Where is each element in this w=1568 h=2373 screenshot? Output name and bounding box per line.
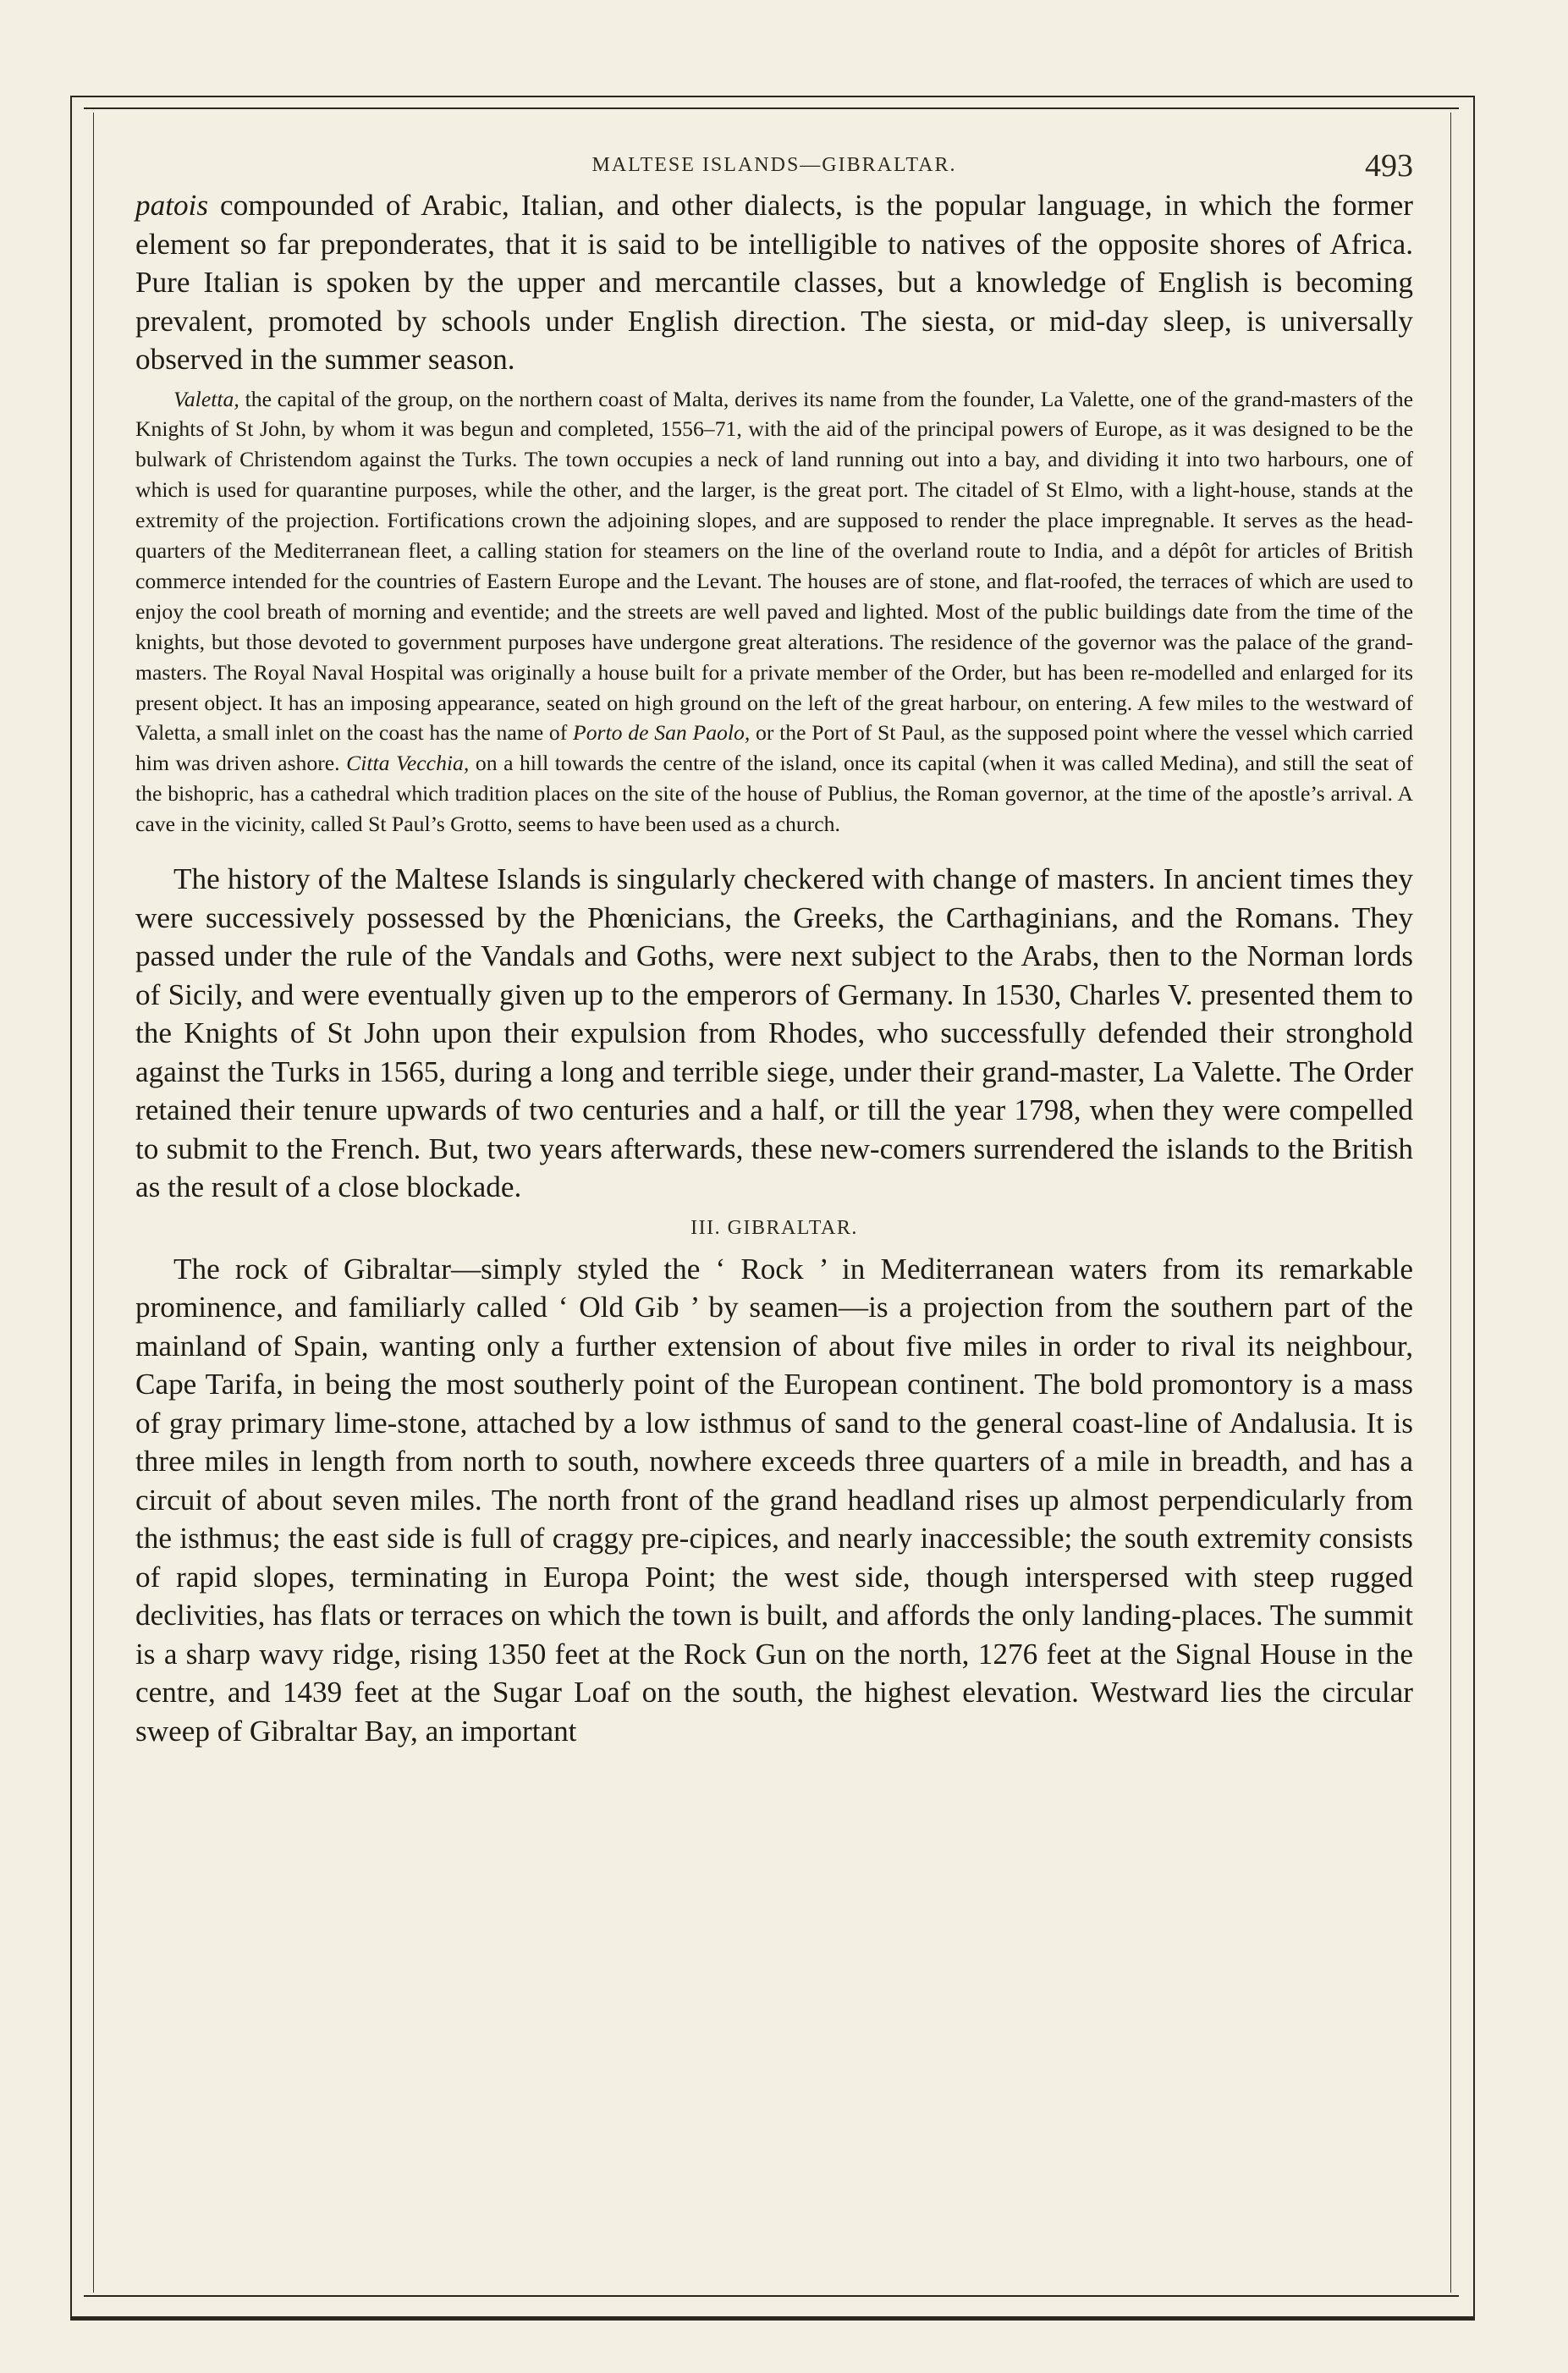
page-number: 493 — [1365, 148, 1413, 184]
running-title: MALTESE ISLANDS—GIBRALTAR. — [591, 154, 957, 176]
bottom-outer-rule — [70, 2316, 1475, 2319]
running-head — [135, 146, 1413, 186]
paragraph-language-text: compounded of Arabic, Italian, and other dialects, is the popular language, in which the former element so far preponderates, that it is said to be intelligible to natives of the opposite shores of Africa. Pure Italian is spoken by the upper and mercantile classes, but a knowledge of English is becoming prevalent, promoted by schools under English direction. The siesta, or mid-day sleep, is universally observed in the summer season. — [135, 189, 1413, 376]
paragraph-gibraltar: The rock of Gibraltar—simply styled the ‘ Rock ’ in Mediterranean waters from its remarkable prominence, and familiarly called ‘ Old Gib ’ by seamen—is a projection from the southern part of the mainland of Spain, wanting only a further extension of about five miles in order to rival its neighbour, Cape Tarifa, in being the most southerly point of the European continent. The bold promontory is a mass of gray primary lime-stone, attached by a low isthmus of sand to the general coast-line of Andalusia. It is three miles in length from north to south, nowhere exceeds three quarters of a mile in breadth, and has a circuit of about seven miles. The north front of the grand headland rises up almost perpendicularly from the isthmus; the east side is full of craggy pre-cipices, and nearly inaccessible; the south extremity consists of rapid slopes, terminating in Europa Point; the west side, though interspersed with steep rugged declivities, has flats or terraces on which the town is built, and affords the only landing-places. The summit is a sharp wavy ridge, rising 1350 feet at the Rock Gun on the north, 1276 feet at the Signal House in the centre, and 1439 feet at the Sugar Loaf on the south, the highest elevation. Westward lies the circular sweep of Gibraltar Bay, an important — [135, 1252, 1413, 1748]
italic-valetta: Valetta, — [173, 386, 239, 411]
paragraph-valetta — [135, 384, 1413, 840]
paragraph-valetta-text-1: the capital of the group, on the northern coast of Malta, derives its name from the founder, La Valette, one of the grand-masters of the Knights of St John, by whom it was begun and completed, 1556–71, with the aid of the principal powers of Europe, as it was designed to be the bulwark of Christendom against the Turks. The town occupies a neck of land running out into a bay, and dividing it into two harbours, one of which is used for quarantine purposes, while the other, and the larger, is the great port. The citadel of St Elmo, with a light-house, stands at the extremity of the projection. Fortifications crown the adjoining slopes, and are supposed to render the place impregnable. It serves as the head-quarters of the Mediterranean fleet, a calling station for steamers on the line of the overland route to India, and a dépôt for articles of British commerce intended for the countries of Eastern Europe and the Levant. The houses are of stone, and flat-roofed, the terraces of which are used to enjoy the cool breath of morning and eventide; and the streets are well paved and lighted. Most of the public buildings date from the time of the knights, but those devoted to government purposes have undergone great alterations. The residence of the governor was the palace of the grand-masters. The Royal Naval Hospital was originally a house built for a private member of the Order, but has been re-modelled and enlarged for its present object. It has an imposing appearance, seated on high ground on the left of the great harbour, on entering. A few miles to the westward of Valetta, a small inlet on the coast has the name of — [135, 386, 1413, 746]
page-content — [135, 146, 1413, 1750]
paragraph-language — [135, 186, 1413, 379]
paragraph-history: The history of the Maltese Islands is singularly checkered with change of masters. In ancient times they were successively possessed by the Phœnicians, the Greeks, the Carthaginians, and the Romans. They passed under the rule of the Vandals and Goths, were next subject to the Arabs, then to the Norman lords of Sicily, and were eventually given up to the emperors of Germany. In 1530, Charles V. presented them to the Knights of St John upon their expulsion from Rhodes, who successfully defended their stronghold against the Turks in 1565, during a long and terrible siege, under their grand-master, La Valette. The Order retained their tenure upwards of two centuries and a half, or till the year 1798, when they were compelled to submit to the French. But, two years afterwards, these new-comers surrendered the islands to the British as the result of a close blockade. — [135, 862, 1413, 1204]
italic-porto-de-san-paolo: Porto de San Paolo, — [573, 720, 751, 746]
italic-citta-vecchia: Citta Vecchia, — [346, 751, 470, 776]
paragraph-valetta-text-3: on a hill towards the centre of the island, once its capital (when it was called Medina), and still the seat of the bishopric, has a cathedral which tradition places on the site of the house of Publius, the Roman governor, at the time of the apostle’s arrival. A cave in the vicinity, called St Paul’s Grotto, seems to have been used as a church. — [135, 751, 1413, 837]
paragraph-valetta-text-2: or the Port of St Paul, as the supposed point where the vessel which carried him was driven ashore. — [135, 720, 1413, 776]
italic-patois: patois — [135, 189, 209, 222]
top-rule — [84, 107, 1459, 109]
section-heading-gibraltar: III. GIBRALTAR. — [690, 1216, 858, 1239]
bottom-rule — [84, 2295, 1459, 2297]
